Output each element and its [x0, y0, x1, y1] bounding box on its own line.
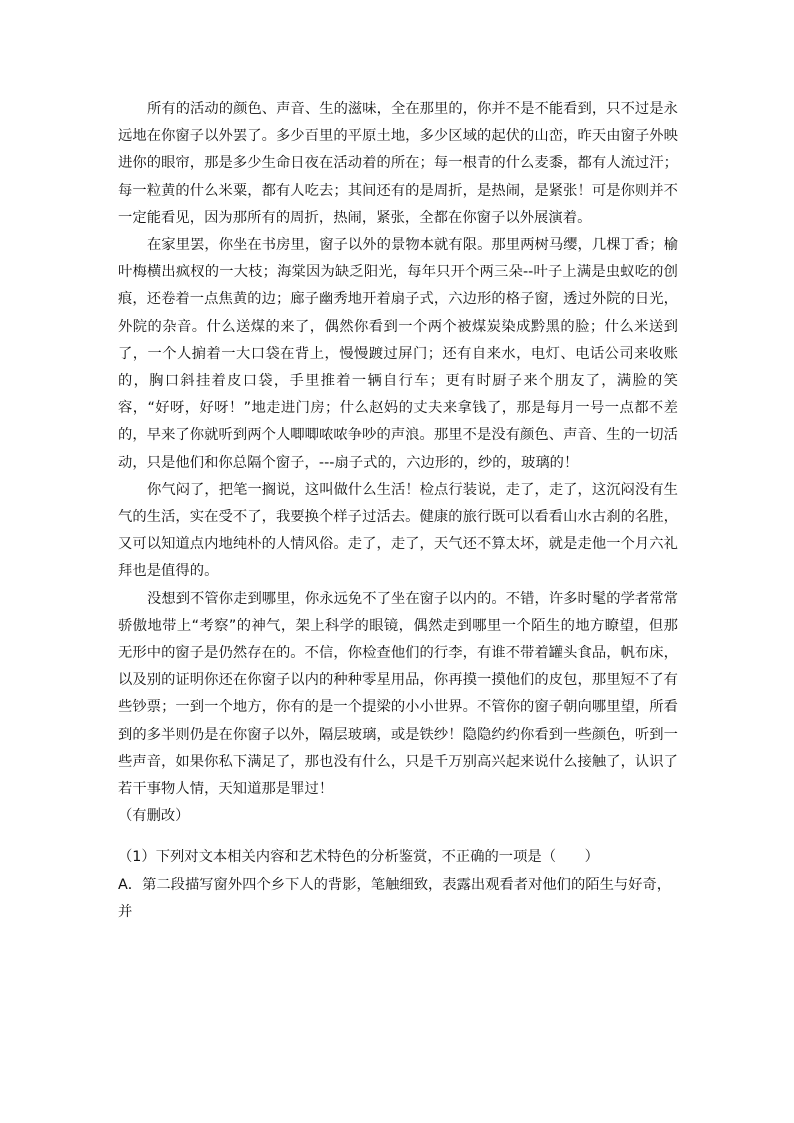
passage-paragraph-4: 没想到不管你走到哪里，你永远免不了坐在窗子以内的。不错，许多时髦的学者常常骄傲地带上“考察”的神气，架上科学的眼镜，偶然走到哪里一个陌生的地方瞭望，但那无形中的窗子是仍然存在的。不信，你检查他们的行李，有谁不带着罐头食品，帆布床，以及别的证明你还在你窗子以内的种种零星用品，你再摸一摸他们的皮包，那里短不了有些钞票；一到一个地方，你有的是一个提梁的小小世界。不管你的窗子朝向哪里望，所看到的多半则仍是在你窗子以外，隔层玻璃，或是铁纱！隐隐约约你看到一些颜色，听到一些声音，如果你私下满足了，那也没有什么，只是千万别高兴起来说什么接触了，认识了若干事物人情，天知道那是罪过！: [118, 590, 678, 798]
passage-paragraph-2: 在家里罢，你坐在书房里，窗子以外的景物本就有限。那里两树马缨，几棵丁香；榆叶梅横出疯杈的一大枝；海棠因为缺乏阳光，每年只开个两三朵--叶子上满是虫蚁吃的创痕，还卷着一点焦黄的边；廊子幽秀地开着扇子式，六边形的格子窗，透过外院的日光，外院的杂音。什么送煤的来了，偶然你看到一个两个被煤炭染成黔黑的脸；什么米送到了，一个人掮着一大口袋在背上，慢慢踱过屏门；还有自来水，电灯、电话公司来收账的，胸口斜挂着皮口袋，手里推着一辆自行车；更有时厨子来个朋友了，满脸的笑容，“好呀，好呀！”地走进门房；什么赵妈的丈夫来拿钱了，那是每月一号一点都不差的，早来了你就听到两个人唧唧哝哝争吵的声浪。那里不是没有颜色、声音、生的一切活动，只是他们和你总隔个窗子，---扇子式的，六边形的，纱的，玻璃的！: [118, 237, 678, 471]
source-note: （有删改）: [118, 808, 190, 825]
section-gap: [118, 830, 678, 844]
question-1-stem: （1）下列对文本相关内容和艺术特色的分析鉴赏，不正确的一项是（ ）: [118, 849, 599, 866]
passage-paragraph-1: 所有的活动的颜色、声音、生的滋味，全在那里的，你并不是不能看到，只不过是永远地在你窗子以外罢了。多少百里的平原土地，多少区域的起伏的山峦，昨天由窗子外映进你的眼帘，那是多少生命日夜在活动着的所在；每一根青的什么麦黍，都有人流过汗；每一粒黄的什么米粟，都有人吃去；其间还有的是周折，是热闹，是紧张！可是你则并不一定能看见，因为那所有的周折，热闹，紧张，全都在你窗子以外展演着。: [118, 101, 678, 226]
passage-paragraph-3: 你气闷了，把笔一搁说，这叫做什么生活！检点行装说，走了，走了，这沉闷没有生气的生活，实在受不了，我要换个样子过活去。健康的旅行既可以看看山水古刹的名胜，又可以知道点内地纯朴的人情风俗。走了，走了，天气还不算太坏，就是走他一个月六礼拜也是值得的。: [118, 481, 678, 580]
document-page: [118, 96, 678, 926]
question-1-option-a: A．第二段描写窗外四个乡下人的背影，笔触细致，表露出观看者对他们的陌生与好奇，并: [118, 876, 672, 920]
